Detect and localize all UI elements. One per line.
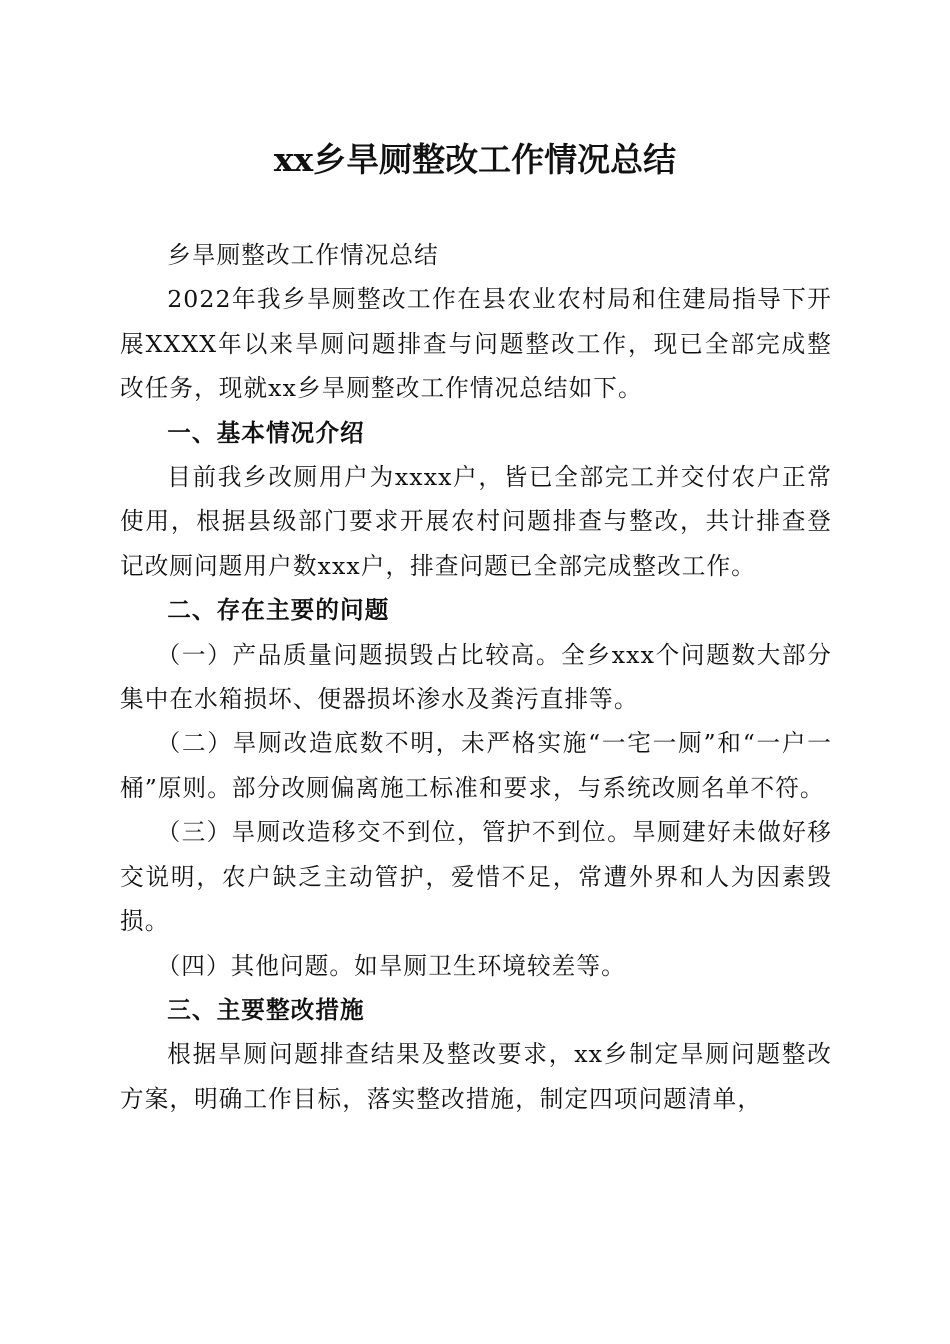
paragraph-subtitle: 乡旱厕整改工作情况总结 bbox=[167, 241, 439, 269]
paragraph-problem-4: （四）其他问题。如旱厕卫生环境较差等。 bbox=[156, 951, 626, 980]
paragraph-problem-3: （三）旱厕改造移交不到位，管护不到位。旱厕建好未做好移交说明，农户缺乏主动管护，爱惜不足，常遭外界和人为因素毁损。 bbox=[120, 818, 832, 936]
paragraph-intro: 2022年我乡旱厕整改工作在县农业农村局和住建局指导下开展XXXX年以来旱厕问题排查与问题整改工作，现已全部完成整改任务，现就xx乡旱厕整改工作情况总结如下。 bbox=[120, 285, 832, 403]
document-body bbox=[120, 233, 832, 1121]
section-heading-problems: 二、存在主要的问题 bbox=[167, 596, 390, 625]
section-heading-basic-info: 一、基本情况介绍 bbox=[167, 418, 365, 447]
paragraph-basic-info: 目前我乡改厕用户为xxxx户，皆已全部完工并交付农户正常使用，根据县级部门要求开展农村问题排查与整改，共计排查登记改厕问题用户数xxx户，排查问题已全部完成整改工作。 bbox=[120, 463, 832, 580]
document-title: xx乡旱厕整改工作情况总结 bbox=[273, 140, 677, 179]
paragraph-problem-2: （二）旱厕改造底数不明，未严格实施“一宅一厕”和“一户一桶”原则。部分改厕偏离施工标准和要求，与系统改厕名单不符。 bbox=[120, 729, 832, 802]
paragraph-measures: 根据旱厕问题排查结果及整改要求，xx乡制定旱厕问题整改方案，明确工作目标，落实整改措施，制定四项问题清单， bbox=[120, 1040, 832, 1113]
section-heading-measures: 三、主要整改措施 bbox=[167, 995, 365, 1024]
paragraph-problem-1: （一）产品质量问题损毁占比较高。全乡xxx个问题数大部分集中在水箱损坏、便器损坏渗水及粪污直排等。 bbox=[120, 640, 832, 714]
